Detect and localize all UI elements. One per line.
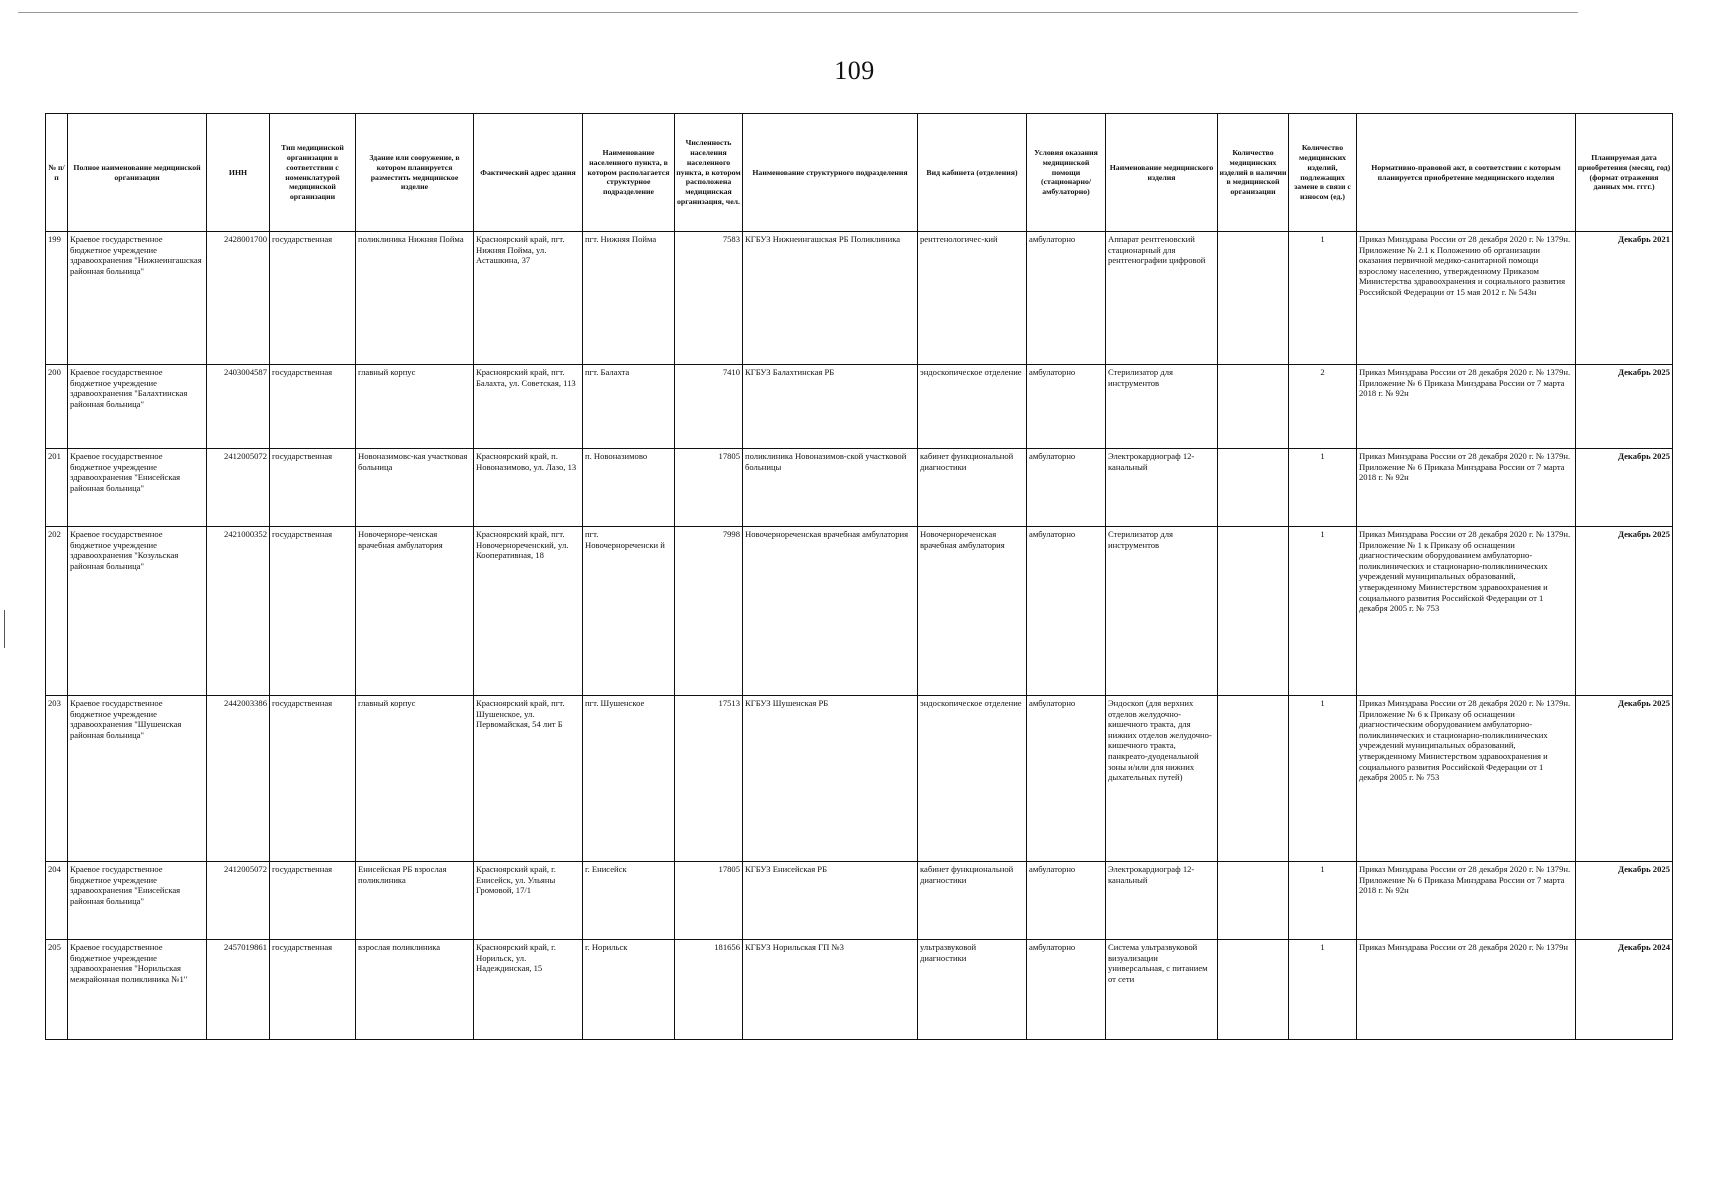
col-header: Фактический адрес здания	[474, 114, 583, 232]
org-type: государственная	[270, 365, 356, 449]
settlement: г. Норильск	[583, 940, 675, 1040]
replace-count: 1	[1289, 862, 1357, 940]
inn: 2421000352	[207, 527, 270, 696]
table-row	[46, 940, 1673, 1040]
col-header: Полное наименование медицинской организации	[68, 114, 207, 232]
available-count	[1218, 862, 1289, 940]
row-number: 200	[46, 365, 68, 449]
cabinet: кабинет функциональной диагностики	[918, 862, 1027, 940]
page-number: 109	[834, 56, 875, 85]
table-row	[46, 862, 1673, 940]
col-header: Здание или сооружение, в котором планируется разместить медицинское изделие	[356, 114, 474, 232]
scan-edge-line	[18, 12, 1578, 13]
population: 7410	[675, 365, 743, 449]
planned-date: Декабрь 2021	[1576, 232, 1673, 365]
legal-act: Приказ Минздрава России от 28 декабря 2020 г. № 1379н. Приложение № 2.1 к Положению об организации оказания первичной медико-санитарной помощи взрослому населению, утвержденному Приказом Министерства здравоохранения и социального развития Российской Федерации от 15 мая 2012 г. № 543н	[1357, 232, 1576, 365]
population: 181656	[675, 940, 743, 1040]
row-number: 199	[46, 232, 68, 365]
building: Новочерноре-ченская врачебная амбулатория	[356, 527, 474, 696]
available-count	[1218, 527, 1289, 696]
conditions: амбулаторно	[1027, 232, 1106, 365]
col-header: Наименование медицинского изделия	[1106, 114, 1218, 232]
col-header: Нормативно-правовой акт, в соответствии с которым планируется приобретение медицинского изделия	[1357, 114, 1576, 232]
address: Красноярский край, пгт. Нижняя Пойма, ул. Асташкина, 37	[474, 232, 583, 365]
address: Красноярский край, пгт. Шушенское, ул. Первомайская, 54 лит Б	[474, 696, 583, 862]
org-type: государственная	[270, 232, 356, 365]
planned-date: Декабрь 2025	[1576, 527, 1673, 696]
replace-count: 1	[1289, 940, 1357, 1040]
conditions: амбулаторно	[1027, 449, 1106, 527]
building: Енисейская РБ взрослая поликлиника	[356, 862, 474, 940]
inn: 2412005072	[207, 449, 270, 527]
conditions: амбулаторно	[1027, 940, 1106, 1040]
unit: КГБУЗ Норильская ГП №3	[743, 940, 918, 1040]
device: Система ультразвуковой визуализации универсальная, с питанием от сети	[1106, 940, 1218, 1040]
device: Стерилизатор для инструментов	[1106, 365, 1218, 449]
settlement: пгт. Нижняя Пойма	[583, 232, 675, 365]
settlement: г. Енисейск	[583, 862, 675, 940]
col-header: Вид кабинета (отделения)	[918, 114, 1027, 232]
row-number: 201	[46, 449, 68, 527]
building: главный корпус	[356, 365, 474, 449]
replace-count: 1	[1289, 527, 1357, 696]
inn: 2403004587	[207, 365, 270, 449]
col-header: Планируемая дата приобретения (месяц, год) (формат отражения данных мм. гггг.)	[1576, 114, 1673, 232]
population: 17805	[675, 862, 743, 940]
org-name: Краевое государственное бюджетное учреждение здравоохранения "Шушенская районная больница"	[68, 696, 207, 862]
population: 7998	[675, 527, 743, 696]
table-row	[46, 696, 1673, 862]
unit: Новочернореченская врачебная амбулатория	[743, 527, 918, 696]
row-number: 205	[46, 940, 68, 1040]
inn: 2412005072	[207, 862, 270, 940]
device: Электрокардиограф 12-канальный	[1106, 449, 1218, 527]
available-count	[1218, 232, 1289, 365]
unit: КГБУЗ Нижнеингашская РБ Поликлиника	[743, 232, 918, 365]
address: Красноярский край, г. Енисейск, ул. Ульяны Громовой, 17/1	[474, 862, 583, 940]
cabinet: рентгенологичес-кий	[918, 232, 1027, 365]
col-header: Наименование населенного пункта, в котором располагается структурное подразделение	[583, 114, 675, 232]
legal-act: Приказ Минздрава России от 28 декабря 2020 г. № 1379н. Приложение № 6 к Приказу об оснащении диагностическим оборудованием амбулаторно-поликлинических и стационарно-поликлинических учреждений муниципальных образований, утвержденному Министерством здравоохранения и социального развития Российской Федерации от 1 декабря 2005 г. № 753	[1357, 696, 1576, 862]
row-number: 204	[46, 862, 68, 940]
population: 17805	[675, 449, 743, 527]
available-count	[1218, 365, 1289, 449]
replace-count: 1	[1289, 449, 1357, 527]
org-type: государственная	[270, 940, 356, 1040]
org-name: Краевое государственное бюджетное учреждение здравоохранения "Козульская районная больница"	[68, 527, 207, 696]
conditions: амбулаторно	[1027, 527, 1106, 696]
col-header: № п/п	[46, 114, 68, 232]
conditions: амбулаторно	[1027, 365, 1106, 449]
org-name: Краевое государственное бюджетное учреждение здравоохранения "Балахтинская районная больница"	[68, 365, 207, 449]
device: Стерилизатор для инструментов	[1106, 527, 1218, 696]
cabinet: эндоскопическое отделение	[918, 696, 1027, 862]
replace-count: 1	[1289, 696, 1357, 862]
planned-date: Декабрь 2025	[1576, 696, 1673, 862]
available-count	[1218, 940, 1289, 1040]
col-header: Наименование структурного подразделения	[743, 114, 918, 232]
table-row	[46, 449, 1673, 527]
org-type: государственная	[270, 527, 356, 696]
cabinet: ультразвуковой диагностики	[918, 940, 1027, 1040]
replace-count: 1	[1289, 232, 1357, 365]
address: Красноярский край, пгт. Балахта, ул. Советская, 113	[474, 365, 583, 449]
col-header: ИНН	[207, 114, 270, 232]
settlement: п. Новоназимово	[583, 449, 675, 527]
device: Аппарат рентгеновский стационарный для рентгенографии цифровой	[1106, 232, 1218, 365]
org-type: государственная	[270, 449, 356, 527]
legal-act: Приказ Минздрава России от 28 декабря 2020 г. № 1379н. Приложение № 6 Приказа Минздрава России от 7 марта 2018 г. № 92н	[1357, 449, 1576, 527]
building: главный корпус	[356, 696, 474, 862]
col-header: Численность населения населенного пункта, в котором расположена медицинская организация, чел.	[675, 114, 743, 232]
org-name: Краевое государственное бюджетное учреждение здравоохранения "Енисейская районная больница"	[68, 862, 207, 940]
planned-date: Декабрь 2025	[1576, 365, 1673, 449]
inn: 2457019861	[207, 940, 270, 1040]
address: Красноярский край, пгт. Новочернореченский, ул. Кооперативная, 18	[474, 527, 583, 696]
device: Эндоскоп (для верхних отделов желудочно-кишечного тракта, для нижних отделов желудочно-кишечного тракта, панкреато-дуоденальной зоны и/или для нижних дыхательных путей)	[1106, 696, 1218, 862]
available-count	[1218, 696, 1289, 862]
planned-date: Декабрь 2024	[1576, 940, 1673, 1040]
unit: КГБУЗ Балахтинская РБ	[743, 365, 918, 449]
replace-count: 2	[1289, 365, 1357, 449]
conditions: амбулаторно	[1027, 696, 1106, 862]
equipment-table	[45, 113, 1673, 1040]
table-row	[46, 232, 1673, 365]
table-row	[46, 365, 1673, 449]
settlement: пгт. Шушенское	[583, 696, 675, 862]
legal-act: Приказ Минздрава России от 28 декабря 2020 г. № 1379н	[1357, 940, 1576, 1040]
org-name: Краевое государственное бюджетное учреждение здравоохранения "Енисейская районная больница"	[68, 449, 207, 527]
col-header: Условия оказания медицинской помощи (стационарно/ амбулаторно)	[1027, 114, 1106, 232]
legal-act: Приказ Минздрава России от 28 декабря 2020 г. № 1379н. Приложение № 6 Приказа Минздрава России от 7 марта 2018 г. № 92н	[1357, 862, 1576, 940]
available-count	[1218, 449, 1289, 527]
device: Электрокардиограф 12-канальный	[1106, 862, 1218, 940]
building: взрослая поликлиника	[356, 940, 474, 1040]
conditions: амбулаторно	[1027, 862, 1106, 940]
cabinet: кабинет функциональной диагностики	[918, 449, 1027, 527]
legal-act: Приказ Минздрава России от 28 декабря 2020 г. № 1379н. Приложение № 1 к Приказу об оснащении диагностическим оборудованием амбулаторно-поликлинических и стационарно-поликлинических учреждений муниципальных образований, утвержденному Министерством здравоохранения и социального развития Российской Федерации от 1 декабря 2005 г. № 753	[1357, 527, 1576, 696]
org-name: Краевое государственное бюджетное учреждение здравоохранения "Нижнеингашская районная больница"	[68, 232, 207, 365]
inn: 2442003386	[207, 696, 270, 862]
scan-edge-mark	[4, 610, 5, 648]
building: поликлиника Нижняя Пойма	[356, 232, 474, 365]
unit: КГБУЗ Шушенская РБ	[743, 696, 918, 862]
row-number: 203	[46, 696, 68, 862]
col-header: Тип медицинской организации в соответствии с номенклатурой медицинской организации	[270, 114, 356, 232]
org-type: государственная	[270, 862, 356, 940]
population: 17513	[675, 696, 743, 862]
planned-date: Декабрь 2025	[1576, 862, 1673, 940]
inn: 2428001700	[207, 232, 270, 365]
cabinet: Новочернореченская врачебная амбулатория	[918, 527, 1027, 696]
settlement: пгт. Новочернореченски й	[583, 527, 675, 696]
address: Красноярский край, г. Норильск, ул. Надеждинская, 15	[474, 940, 583, 1040]
table-row	[46, 527, 1673, 696]
row-number: 202	[46, 527, 68, 696]
org-type: государственная	[270, 696, 356, 862]
planned-date: Декабрь 2025	[1576, 449, 1673, 527]
cabinet: эндоскопическое отделение	[918, 365, 1027, 449]
col-header: Количество медицинских изделий в наличии в медицинской организации	[1218, 114, 1289, 232]
unit: поликлиника Новоназимов-ской участковой больницы	[743, 449, 918, 527]
population: 7583	[675, 232, 743, 365]
building: Новоназимовс-кая участковая больница	[356, 449, 474, 527]
col-header: Количество медицинских изделий, подлежащих замене в связи с износом (ед.)	[1289, 114, 1357, 232]
settlement: пгт. Балахта	[583, 365, 675, 449]
legal-act: Приказ Минздрава России от 28 декабря 2020 г. № 1379н. Приложение № 6 Приказа Минздрава России от 7 марта 2018 г. № 92н	[1357, 365, 1576, 449]
address: Красноярский край, п. Новоназимово, ул. Лазо, 13	[474, 449, 583, 527]
org-name: Краевое государственное бюджетное учреждение здравоохранения "Норильская межрайонная поликлиника №1"	[68, 940, 207, 1040]
unit: КГБУЗ Енисейская РБ	[743, 862, 918, 940]
table-header-row	[46, 114, 1673, 232]
